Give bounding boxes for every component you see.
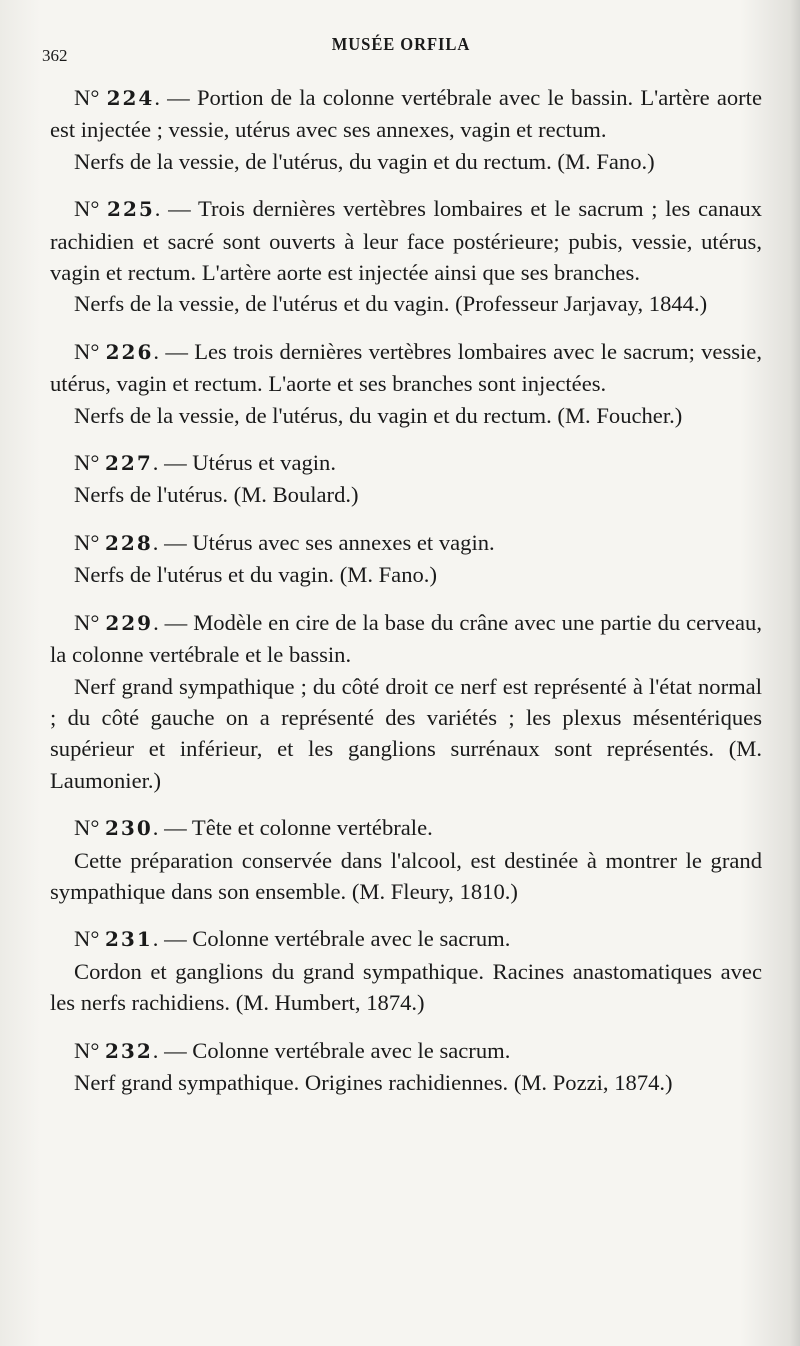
entry-number: 228 (105, 530, 153, 555)
catalogue-entry (50, 607, 762, 796)
catalogue-entry (50, 923, 762, 1018)
entry-description (50, 82, 762, 146)
entry-note: Nerfs de la vessie, de l'utérus, du vagin et du rectum. (M. Fano.) (74, 148, 655, 174)
entry-number: 224 (106, 86, 155, 110)
running-title: MUSÉE ORFILA (331, 34, 471, 54)
entry-prefix: N° (74, 815, 100, 841)
entry-description (50, 1035, 762, 1067)
catalogue-entry (50, 193, 762, 320)
entry-text: . — Modèle en cire de la base du crâne avec une partie du cerveau, la colonne vertébrale et le bassin. (50, 609, 762, 668)
catalogue-entry (50, 812, 762, 907)
catalogue-entry (50, 527, 762, 591)
catalogue-entry (50, 82, 762, 177)
entry-prefix: N° (74, 338, 100, 364)
entry-note: Nerfs de l'utérus. (M. Boulard.) (74, 482, 359, 508)
entry-prefix: N° (74, 529, 100, 555)
entry-note: Nerfs de la vessie, de l'utérus, du vagin et du rectum. (M. Foucher.) (74, 402, 683, 428)
entry-number: 231 (105, 927, 153, 952)
entry-number: 225 (107, 197, 155, 222)
entry-description (50, 447, 762, 479)
entry-text: . — Portion de la colonne vertébrale avec le bassin. L'artère aorte est injectée ; vessie, utérus avec ses annexes, vagin et rectum. (50, 85, 762, 143)
entry-description (50, 193, 762, 288)
entry-text: . — Tête et colonne vertébrale. (152, 815, 433, 841)
entry-prefix: N° (74, 1037, 100, 1063)
entry-text: . — Utérus et vagin. (152, 450, 336, 476)
page-number: 362 (42, 46, 68, 65)
entry-prefix: N° (74, 926, 100, 952)
entry-prefix: N° (74, 196, 100, 222)
entry-prefix: N° (74, 85, 100, 110)
page-header (42, 28, 760, 65)
entry-number: 229 (105, 610, 154, 635)
entry-note: Nerf grand sympathique. Origines rachidiennes. (M. Pozzi, 1874.) (74, 1069, 673, 1095)
entry-description (50, 336, 762, 400)
entry-note: Cette préparation conservée dans l'alcool, est destinée à montrer le grand sympathique dans son ensemble. (M. Fleury, 1810.) (50, 847, 762, 904)
entry-description (50, 607, 762, 671)
entry-note: Nerfs de l'utérus et du vagin. (M. Fano.) (74, 562, 437, 588)
entry-number: 227 (105, 451, 153, 476)
catalogue-entry (50, 336, 762, 431)
entry-text: . — Trois dernières vertèbres lombaires et le sacrum ; les canaux rachidien et sacré sont ouverts à leur face postérieure; pubis, vessie, utérus, vagin et rectum. L'artère aorte est injectée ainsi que ses branches. (50, 196, 762, 286)
entry-number: 232 (105, 1038, 153, 1063)
entry-prefix: N° (74, 609, 100, 635)
catalogue-entry (50, 447, 762, 511)
entry-text: . — Colonne vertébrale avec le sacrum. (152, 926, 511, 952)
entry-text: . — Les trois dernières vertèbres lombaires avec le sacrum; vessie, utérus, vagin et rectum. L'aorte et ses branches sont injectées. (50, 338, 762, 397)
entry-note: Nerf grand sympathique ; du côté droit ce nerf est représenté à l'état normal ; du côté gauche on a représenté des variétés ; les plexus mésentériques supérieur et inférieur, et les ganglions surrénaux sont représentés. (M. Laumonier.) (50, 673, 762, 793)
entry-description (50, 527, 762, 559)
entry-prefix: N° (74, 450, 100, 476)
entry-text: . — Utérus avec ses annexes et vagin. (152, 529, 495, 555)
entry-note: Cordon et ganglions du grand sympathique. Racines anastomatiques avec les nerfs rachidiens. (M. Humbert, 1874.) (50, 958, 762, 1016)
catalogue-entry (50, 1035, 762, 1099)
entry-number: 226 (105, 339, 154, 364)
entry-description (50, 923, 762, 955)
entry-number: 230 (105, 816, 153, 841)
entry-text: . — Colonne vertébrale avec le sacrum. (152, 1037, 511, 1063)
catalogue-entries (50, 82, 762, 1114)
entry-description (50, 812, 762, 844)
entry-note: Nerfs de la vessie, de l'utérus et du vagin. (Professeur Jarjavay, 1844.) (74, 291, 708, 317)
